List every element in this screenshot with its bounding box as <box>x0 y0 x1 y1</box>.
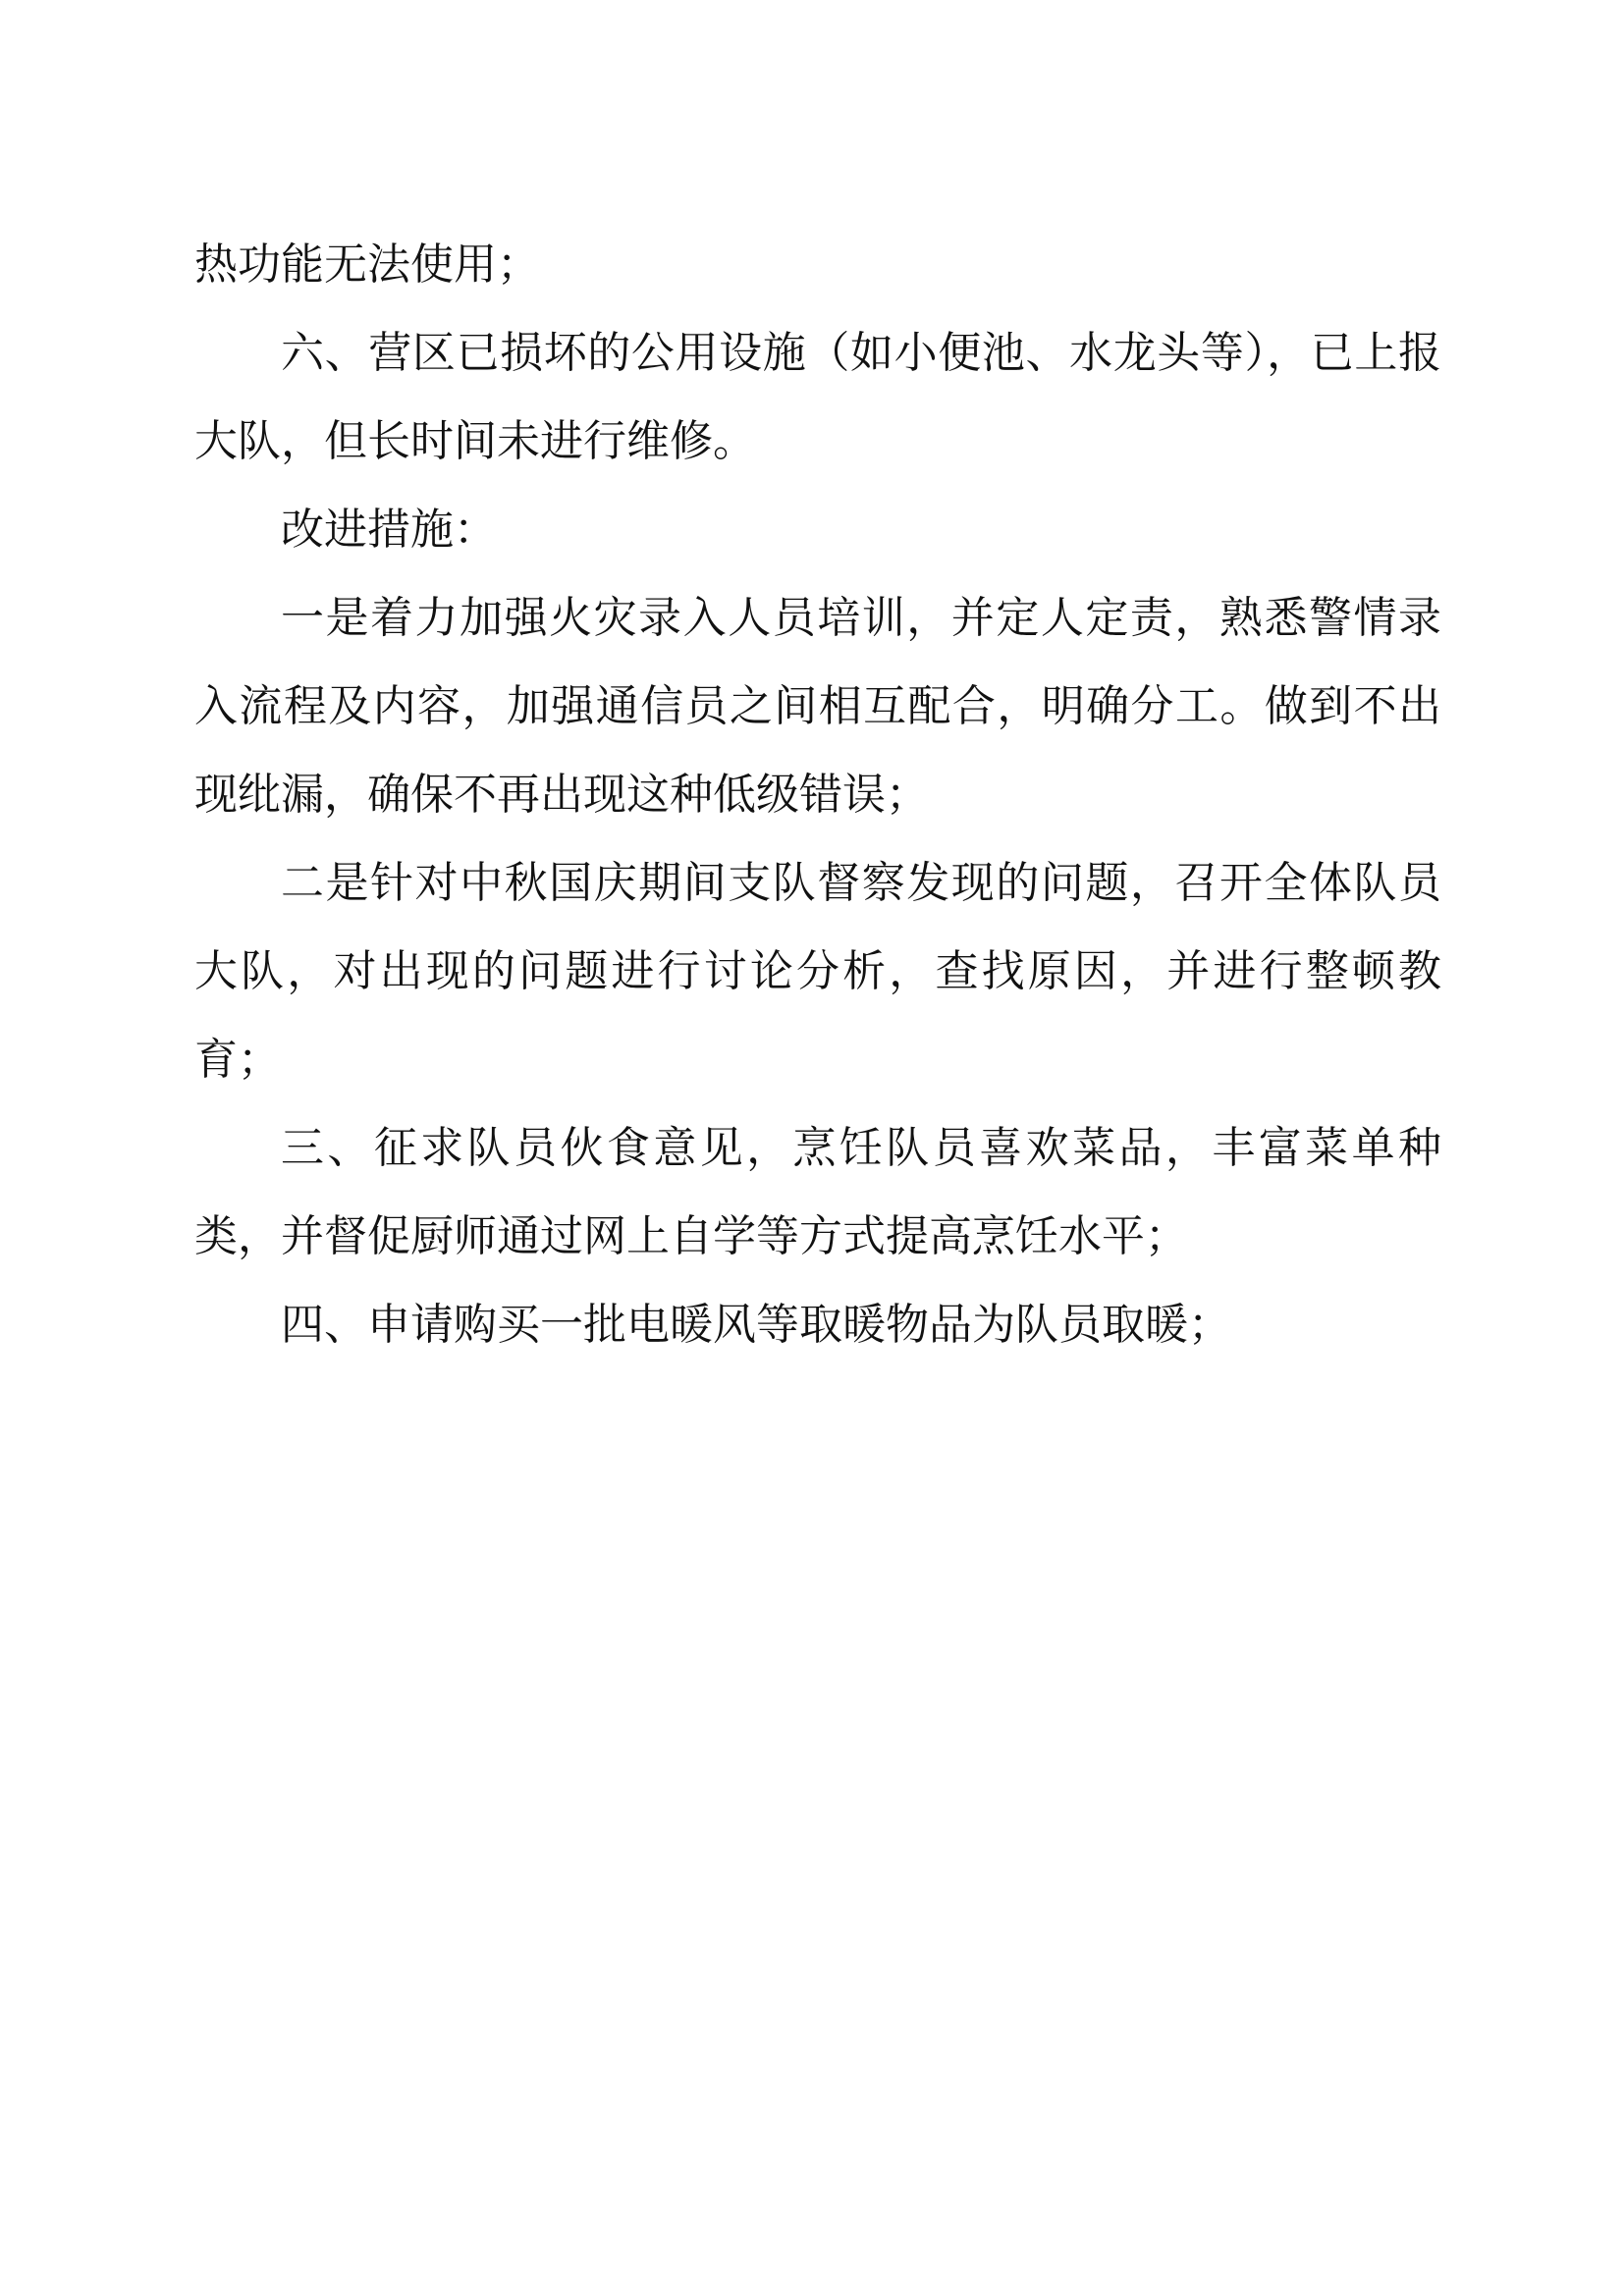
paragraph-measures-heading: 改进措施： <box>281 505 497 555</box>
paragraph-facilities-issue: 六、营区已损坏的公用设施（如小便池、水龙头等），已上报大队，但长时间未进行维修。 <box>194 328 1441 466</box>
paragraph-measure-meeting: 二是针对中秋国庆期间支队督察发现的问题，召开全体队员大队，对出现的问题进行讨论分析，查找原因，并进行整顿教育； <box>194 858 1441 1085</box>
paragraph-measure-training: 一是着力加强火灾录入人员培训，并定人定责，熟悉警情录入流程及内容，加强通信员之间相互配合，明确分工。做到不出现纰漏，确保不再出现这种低级错误； <box>194 593 1441 820</box>
document-body <box>194 221 1441 1369</box>
paragraph-measure-heaters: 四、申请购买一批电暖风等取暖物品为队员取暖； <box>281 1300 1231 1350</box>
paragraph-measure-meals: 三、征求队员伙食意见，烹饪队员喜欢菜品，丰富菜单种类，并督促厨师通过网上自学等方式提高烹饪水平； <box>194 1123 1441 1261</box>
paragraph-heating-issue: 热功能无法使用； <box>194 240 540 290</box>
